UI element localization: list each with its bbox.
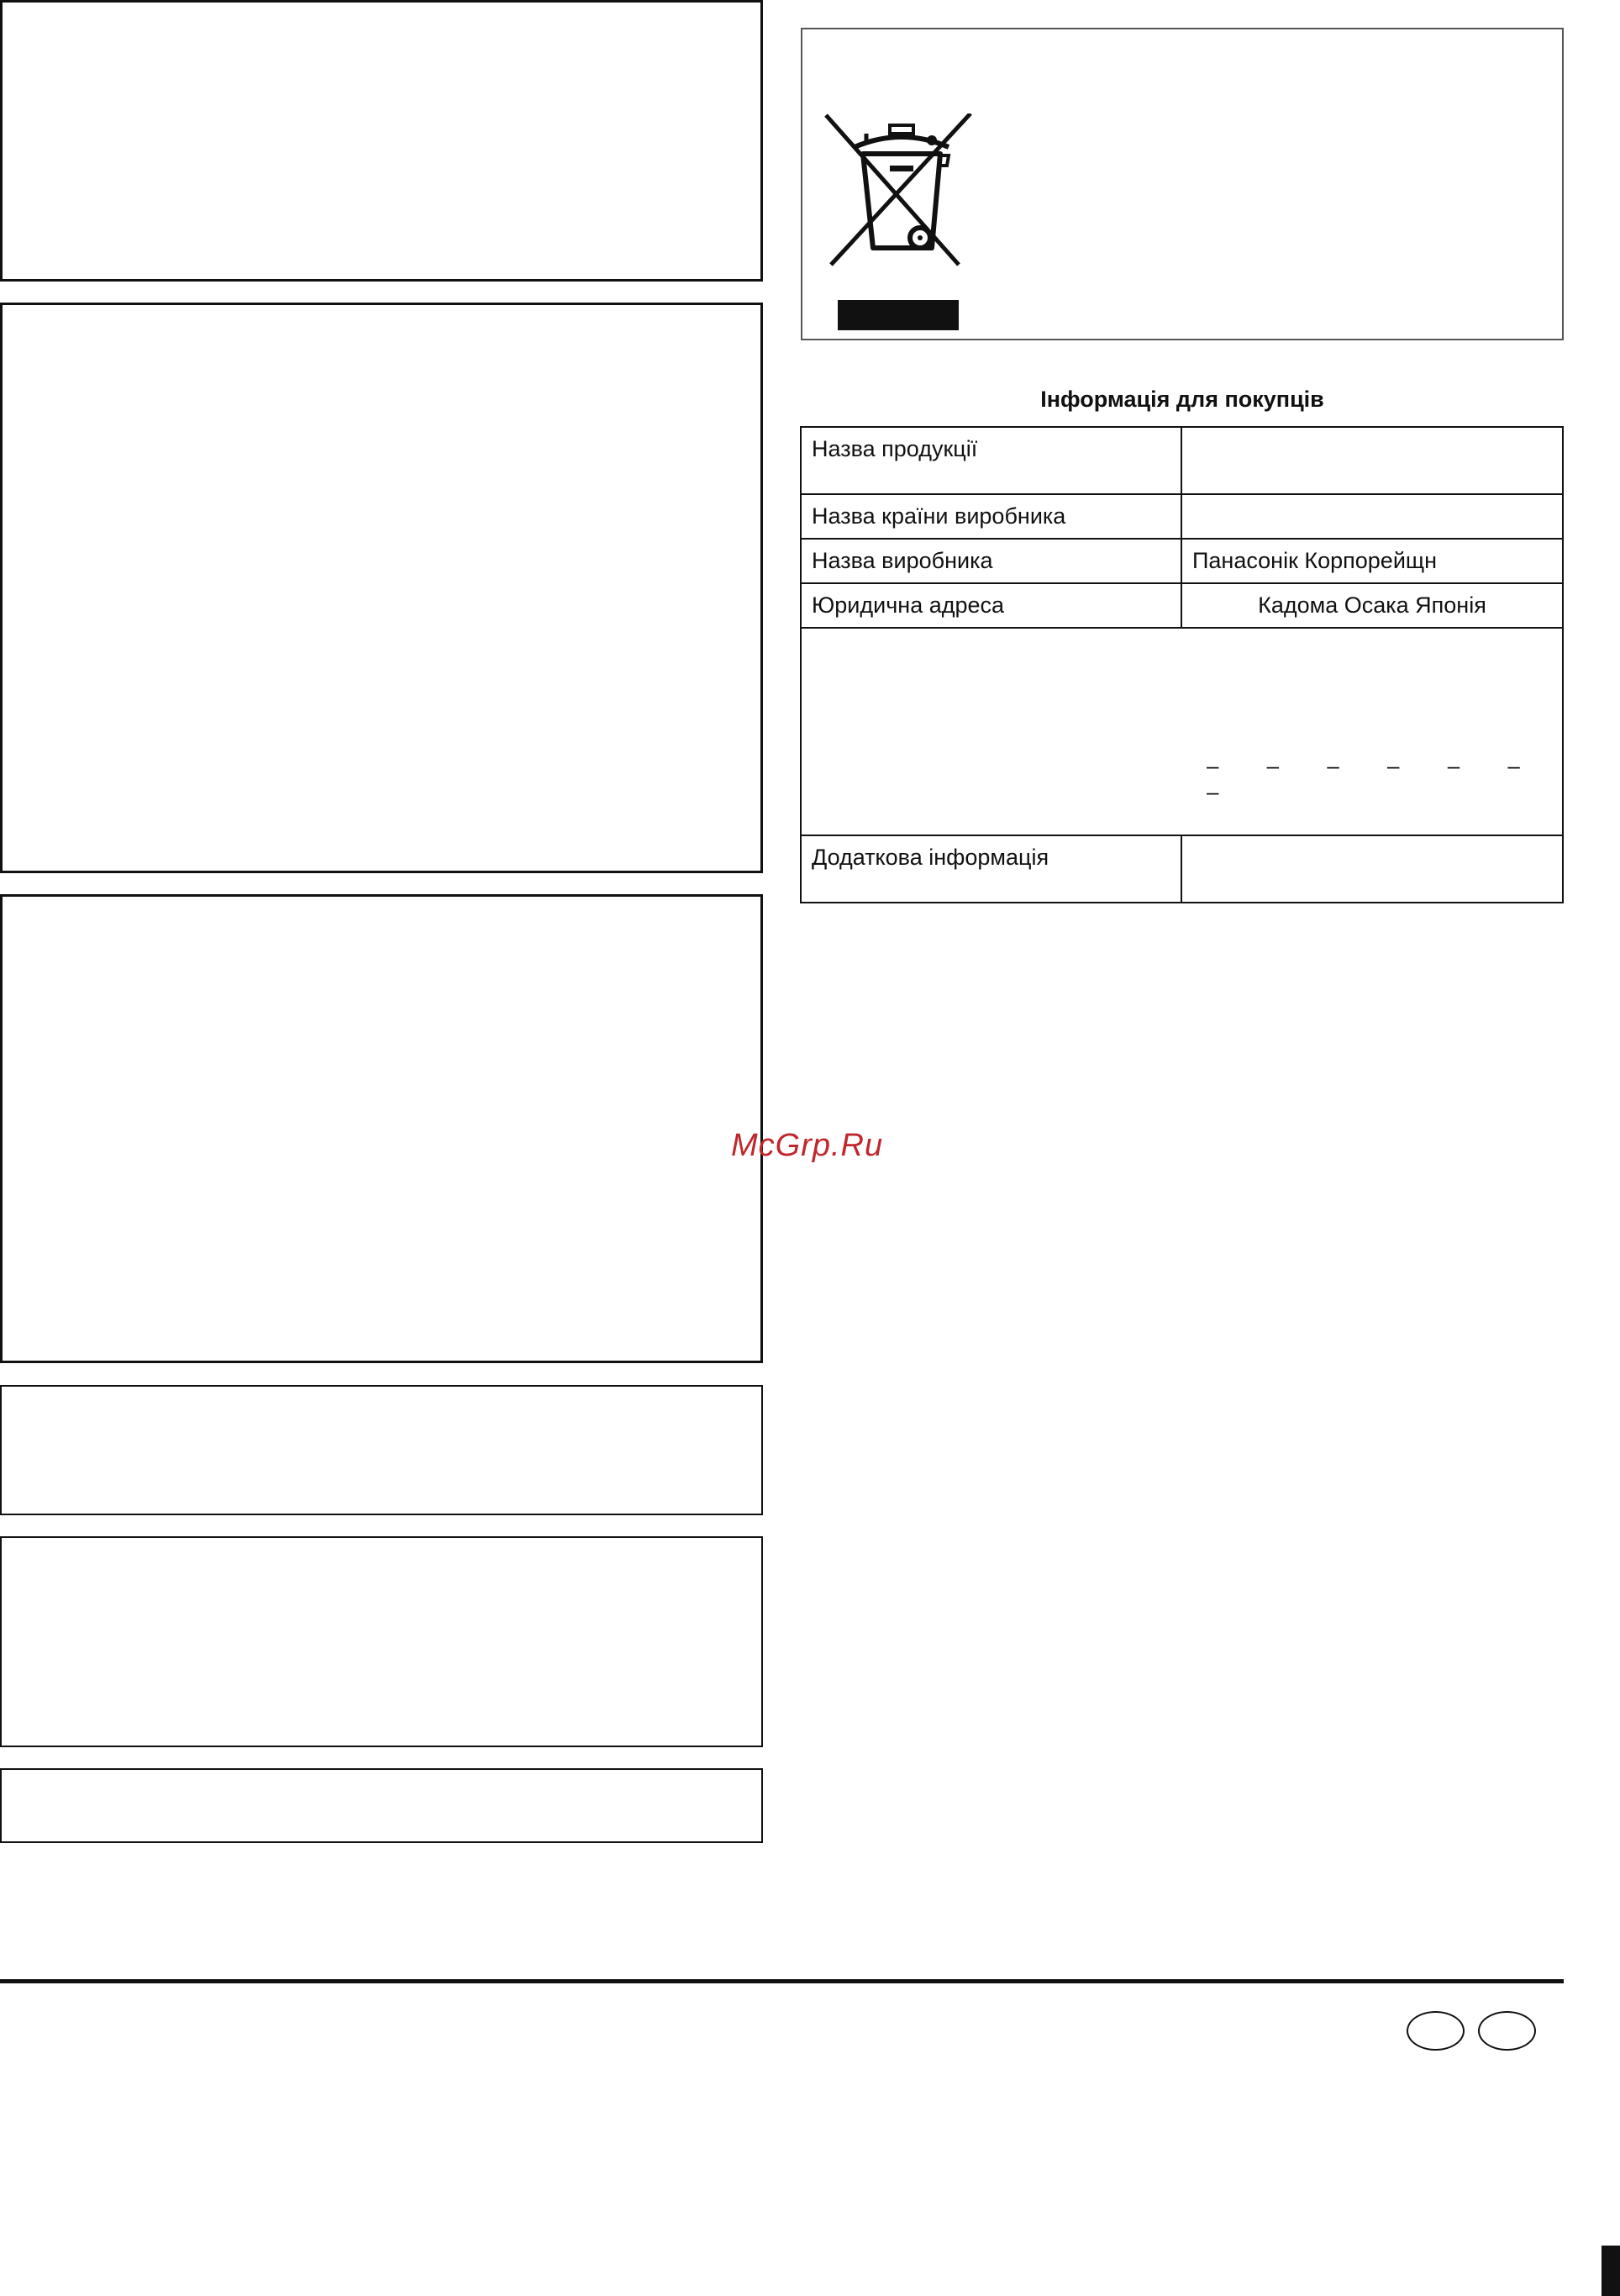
page-oval-right (1478, 2011, 1536, 2051)
purchaser-info-table (800, 426, 1564, 903)
details-dashes (802, 753, 1562, 804)
row-label-additional-info: Додаткова інформація (801, 835, 1181, 903)
table-row (801, 583, 1563, 628)
notice-box-6 (0, 1768, 763, 1843)
details-dashes-text: – – – – – – – (1207, 753, 1532, 804)
page-oval-left (1407, 2011, 1465, 2051)
notice-box-4 (0, 1385, 763, 1515)
purchaser-info-title: Інформація для покупців (1040, 387, 1324, 412)
watermark-text: McGrp.Ru (731, 1128, 884, 1163)
edge-tab-marker (1602, 2246, 1620, 2296)
row-label-legal-address: Юридична адреса (801, 583, 1181, 628)
row-label-country: Назва країни виробника (801, 494, 1181, 539)
table-row (801, 494, 1563, 539)
row-value-country (1181, 494, 1563, 539)
table-row (801, 539, 1563, 583)
row-value-manufacturer: Панасонік Корпорейщн (1181, 539, 1563, 583)
row-value-additional-info (1181, 835, 1563, 903)
table-row (801, 427, 1563, 494)
row-value-legal-address (1181, 583, 1563, 628)
row-label-product-name: Назва продукції (801, 427, 1181, 494)
weee-disposal-box (801, 28, 1564, 340)
row-merged-details (801, 628, 1563, 835)
notice-box-5 (0, 1536, 763, 1747)
notice-box-2 (0, 303, 763, 873)
footer-rule (0, 1979, 1564, 1983)
notice-box-1 (0, 0, 763, 282)
table-row (801, 628, 1563, 835)
legal-address-text: Кадома Осака Японія (1258, 592, 1486, 618)
row-value-product-name (1181, 427, 1563, 494)
row-label-manufacturer: Назва виробника (801, 539, 1181, 583)
crossed-out-wheelie-bin-icon (823, 113, 974, 332)
notice-box-3 (0, 894, 763, 1363)
table-row (801, 835, 1563, 903)
